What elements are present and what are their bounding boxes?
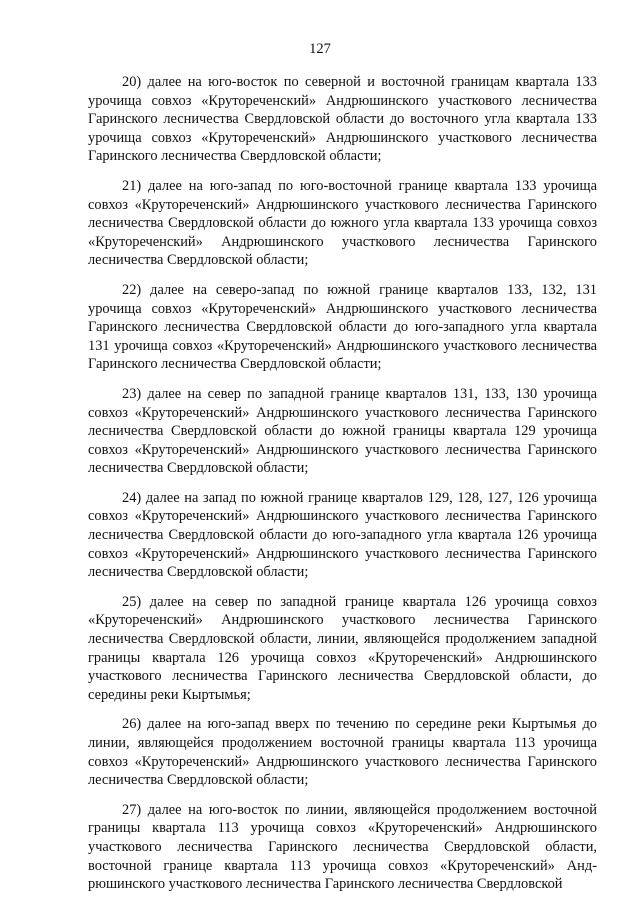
paragraph-20: 20) далее на юго-восток по северной и восточной границам квартала 133 урочища совхоз «Крутореченский» Андрюшинского участкового лесничества Гаринского лесничества Свердловской области до восточного угла квартала 133 урочища совхоз «Крутореченский» Андрюшинского участкового лесничества Гаринского лесничества Свердловской области;: [88, 74, 597, 165]
paragraph-24: 24) далее на запад по южной границе кварталов 129, 128, 127, 126 урочища совхоз «Крутореченский» Андрюшинского участкового лесничества Гаринского лесничества Свердловской области до юго-западного угла квартала 126 урочища совхоз «Крутореченский» Андрюшинского участкового лесничества Гаринского лесничества Свердловской области;: [88, 489, 597, 581]
paragraph-25: 25) далее на север по западной границе квартала 126 урочища совхоз «Крутореченский» Андрюшинского участкового лесничества Гаринского лесничества Свердловской области, линии, являющейся продолжением западной границы квартала 126 урочища совхоз «Крутореченский» Андрюшинского участкового лесничества Гаринского лесничества Свердловской области, до середины реки Кыртымья;: [88, 593, 597, 703]
document-body: [88, 73, 597, 894]
paragraph-22: 22) далее на северо-запад по южной границе кварталов 133, 132, 131 урочища совхоз «Крутореченский» Андрюшинского участкового лесничества Гаринского лесничества Свердловской области до юго-западного угла квартала 131 урочища совхоз «Крутореченский» Андрюшинского участкового лесничества Гаринского лесничества Свердловской области;: [88, 281, 597, 373]
paragraph-23: 23) далее на север по западной границе кварталов 131, 133, 130 урочища совхоз «Крутореченский» Андрюшинского участкового лесничества Гаринского лесничества Свердловской области до южной границы квартала 129 урочища совхоз «Крутореченский» Андрюшинского участкового лесничества Гаринского лесничества Свердловской области;: [88, 385, 597, 477]
page-number: 127: [309, 41, 331, 57]
paragraph-26: 26) далее на юго-запад вверх по течению по середине реки Кыртымья до линии, являющейся продолжением восточной границы квартала 113 урочища совхоз «Крутореченский» Андрюшинского участкового лесничества Гаринского лесничества Свердловской области;: [88, 716, 597, 789]
paragraph-21: 21) далее на юго-запад по юго-восточной границе квартала 133 урочища совхоз «Крутореченский» Андрюшинского участкового лесничества Гаринского лесничества Свердловской области до южного угла квартала 133 урочища совхоз «Крутореченский» Андрюшинского участкового лесничества Гаринского лесничества Свердловской области;: [88, 177, 597, 269]
paragraph-27: 27) далее на юго-восток по линии, являющейся продолжением восточной границы квартала 113 урочища совхоз «Крутореченский» Андрюшинского участкового лесничества Гаринского лесничества Свердловской области, восточной границе квартала 113 урочища совхоз «Крутореченский» Андрюшинского участкового лесничества Гаринского лесничества Свердловской: [88, 801, 597, 893]
